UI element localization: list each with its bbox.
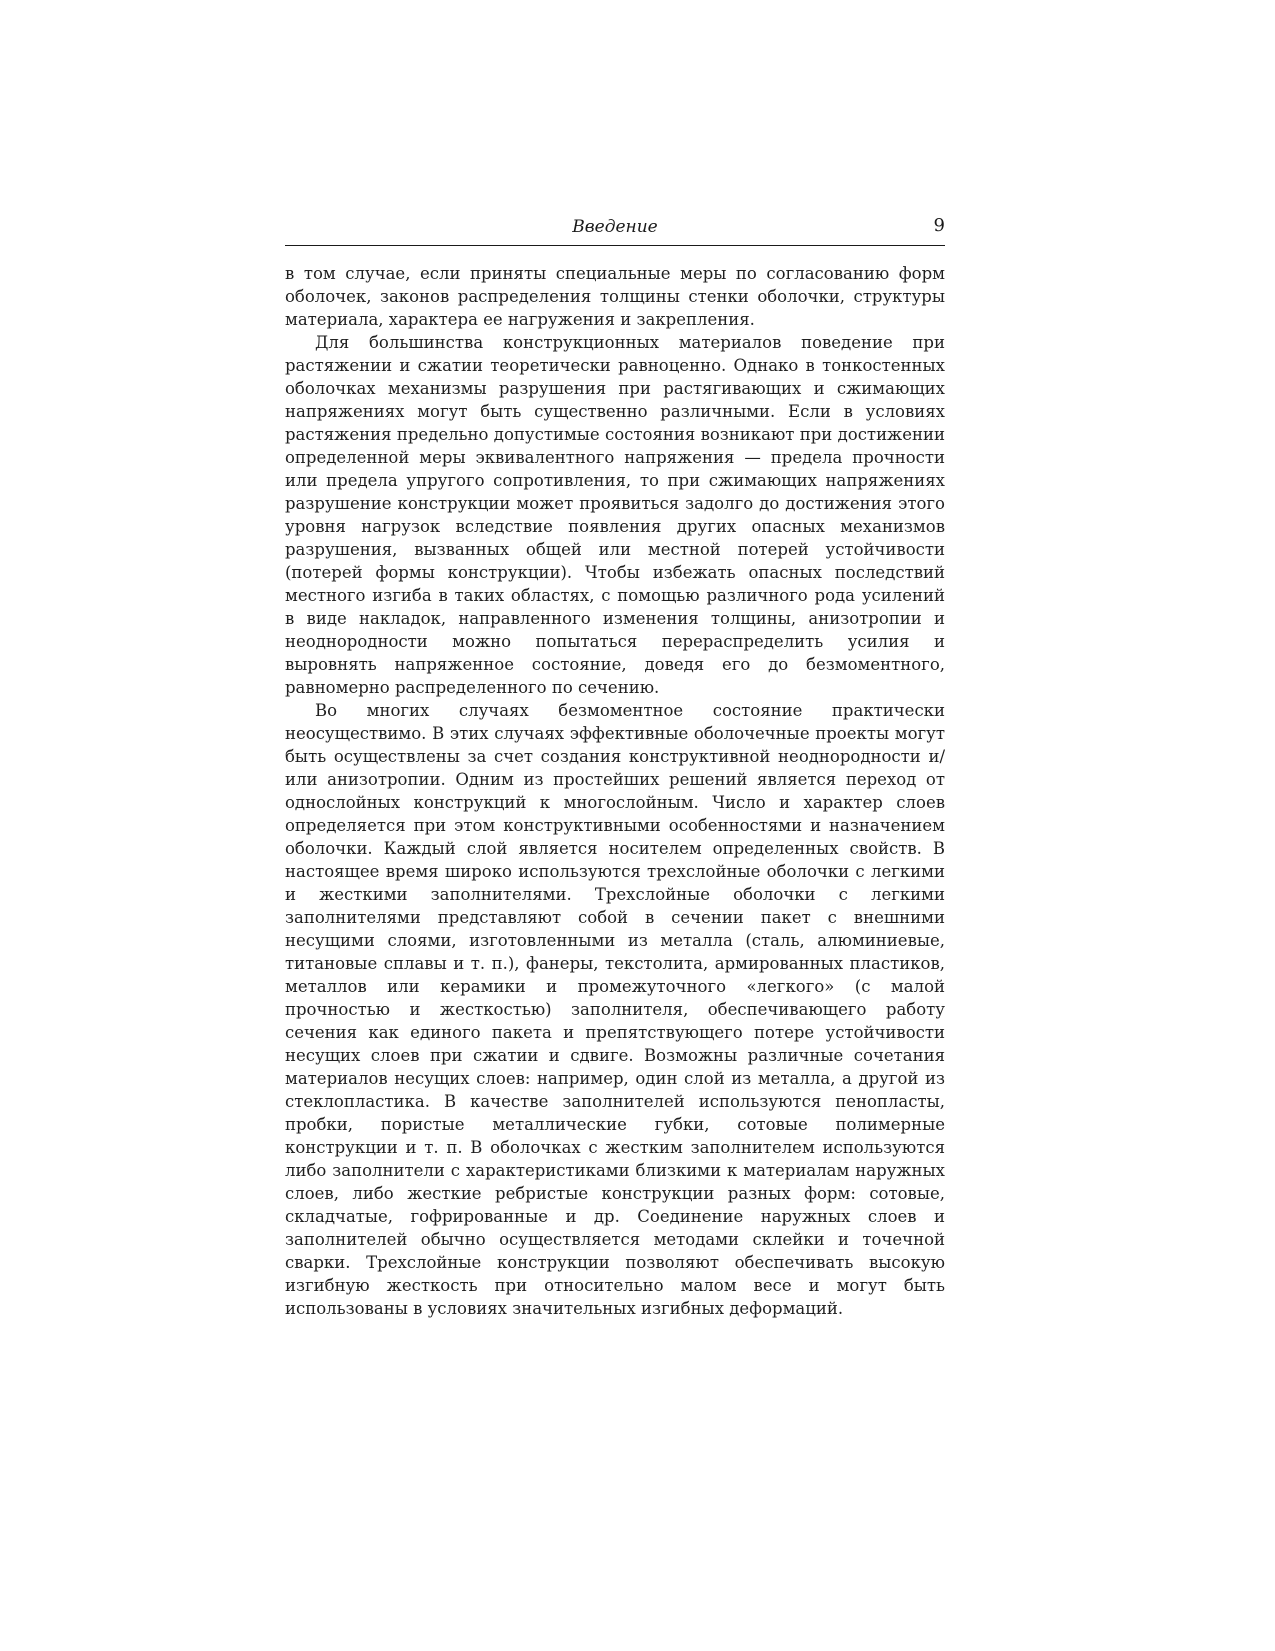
paragraph-continuation: в том случае, если приняты специальные меры по согласованию форм оболочек, законов распределения толщины стенки оболочки, структуры материала, характера ее нагружения и закрепления. xyxy=(285,264,945,329)
page-number: 9 xyxy=(933,215,945,236)
paragraph-materials-behavior: Для большинства конструкционных материалов поведение при растяжении и сжатии теоретически равноценно. Однако в тонкостенных оболочках механизмы разрушения при растягивающих и сжимающих напряжениях могут быть существенно различными. Если в условиях растяжения предельно допустимые состояния возникают при достижении определенной меры эквивалентного напряжения — предела прочности или предела упругого сопротивления, то при сжимающих напряжениях разрушение конструкции может проявиться задолго до достижения этого уровня нагрузок вследствие появления других опасных механизмов разрушения, вызванных общей или местной потерей устойчивости (потерей формы конструкции). Чтобы избежать опасных последствий местного изгиба в таких областях, с помощью различного рода усилений в виде накладок, направленного изменения толщины, анизотропии и неоднородности можно попытаться перераспределить усилия и выровнять напряженное состояние, доведя его до безмоментного, равномерно распределенного по сечению. xyxy=(285,333,945,697)
body-text xyxy=(285,262,945,1320)
running-header xyxy=(285,215,945,246)
paragraph-sandwich-shells: Во многих случаях безмоментное состояние практически неосуществимо. В этих случаях эффективные оболочечные проекты могут быть осуществлены за счет создания конструктивной неоднородности и/или анизотропии. Одним из простейших решений является переход от однослойных конструкций к многослойным. Число и характер слоев определяется при этом конструктивными особенностями и назначением оболочки. Каждый слой является носителем определенных свойств. В настоящее время широко используются трехслойные оболочки с легкими и жесткими заполнителями. Трехслойные оболочки с легкими заполнителями представляют собой в сечении пакет с внешними несущими слоями, изготовленными из металла (сталь, алюминиевые, титановые сплавы и т. п.), фанеры, текстолита, армированных пластиков, металлов или керамики и промежуточного «легкого» (с малой прочностью и жесткостью) заполнителя, обеспечивающего работу сечения как единого пакета и препятствующего потере устойчивости несущих слоев при сжатии и сдвиге. Возможны различные сочетания материалов несущих слоев: например, один слой из металла, а другой из стеклопластика. В качестве заполнителей используются пенопласты, пробки, пористые металлические губки, сотовые полимерные конструкции и т. п. В оболочках с жестким заполнителем используются либо заполнители с характеристиками близкими к материалам наружных слоев, либо жесткие ребристые конструкции разных форм: сотовые, складчатые, гофрированные и др. Соединение наружных слоев и заполнителей обычно осуществляется методами склейки и точечной сварки. Трехслойные конструкции позволяют обеспечивать высокую изгибную жесткость при относительно малом весе и могут быть использованы в условиях значительных изгибных деформаций. xyxy=(285,701,945,1318)
running-title: Введение xyxy=(572,217,658,237)
